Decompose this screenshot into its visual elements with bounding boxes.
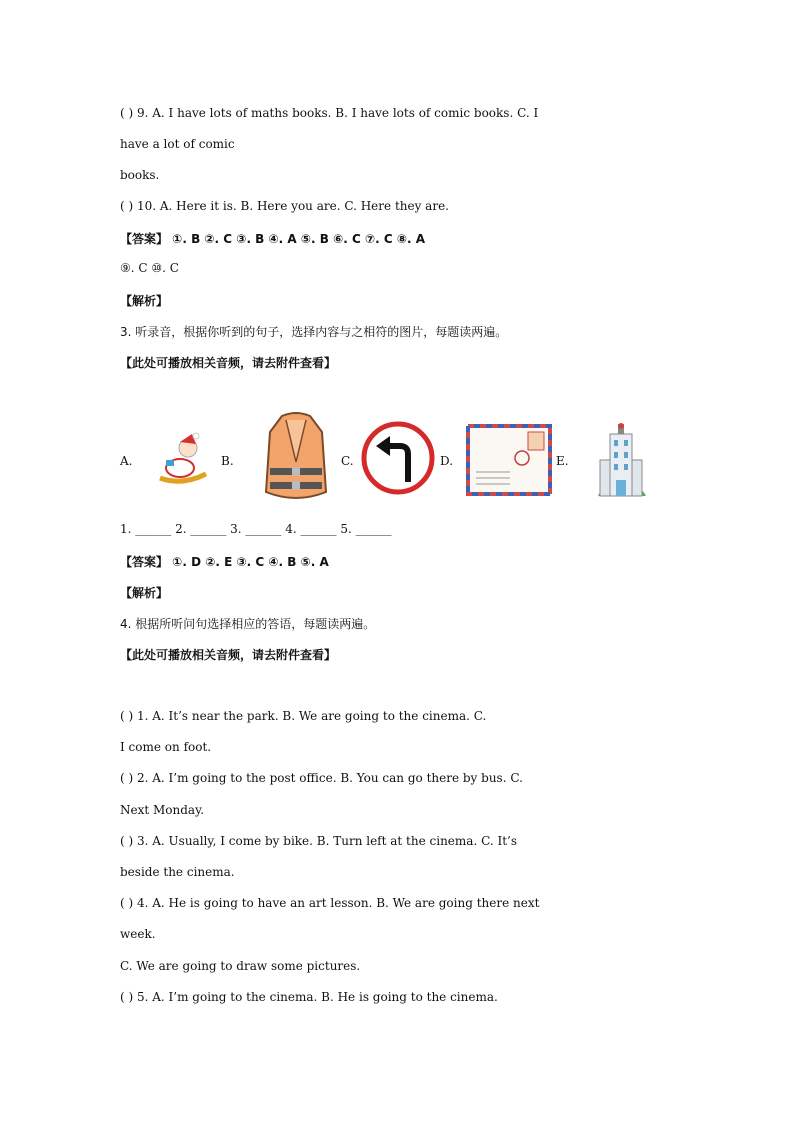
turn-left-sign-icon bbox=[360, 420, 436, 496]
q1-line2: I come on foot. bbox=[120, 740, 212, 754]
office-building-icon bbox=[594, 420, 648, 498]
picture-label-e: E. bbox=[556, 454, 569, 468]
q1-line1: ( ) 1. A. It’s near the park. B. We are going to the cinema. C. bbox=[120, 709, 487, 723]
q5-line1: ( ) 5. A. I’m going to the cinema. B. He is going to the cinema. bbox=[120, 990, 498, 1004]
q9-line3: books. bbox=[120, 168, 160, 182]
section4-title: 4. 根据所听问句选择相应的答语，每题读两遍。 bbox=[120, 617, 376, 631]
analysis-label-2: 【解析】 bbox=[120, 294, 169, 308]
section3-title: 3. 听录音，根据你听到的句子，选择内容与之相符的图片，每题读两遍。 bbox=[120, 325, 508, 339]
q10-line: ( ) 10. A. Here it is. B. Here you are. C. Here they are. bbox=[120, 199, 449, 213]
picture-label-b: B. bbox=[221, 454, 234, 468]
q3-line2: beside the cinema. bbox=[120, 865, 235, 879]
q3-line1: ( ) 3. A. Usually, I come by bike. B. Turn left at the cinema. C. It’s bbox=[120, 834, 517, 848]
q9-line2: have a lot of comic bbox=[120, 137, 235, 151]
q2-line2: Next Monday. bbox=[120, 803, 205, 817]
q2-line1: ( ) 2. A. I’m going to the post office. B. You can go there by bus. C. bbox=[120, 771, 523, 785]
section3-audio-note: 【此处可播放相关音频，请去附件查看】 bbox=[120, 356, 337, 370]
analysis-label-3: 【解析】 bbox=[120, 586, 169, 600]
picture-label-a: A. bbox=[120, 454, 133, 468]
q4-line2: week. bbox=[120, 927, 156, 941]
sledding-santa-icon bbox=[152, 430, 212, 490]
picture-label-d: D. bbox=[440, 454, 454, 468]
q4-line1: ( ) 4. A. He is going to have an art lesson. B. We are going there next bbox=[120, 896, 540, 910]
answer-line-2b: ⑨. C ⑩. C bbox=[120, 261, 179, 275]
q9-line1: ( ) 9. A. I have lots of maths books. B. I have lots of comic books. C. I bbox=[120, 106, 539, 120]
airmail-envelope-icon bbox=[466, 424, 552, 496]
section4-audio-note: 【此处可播放相关音频，请去附件查看】 bbox=[120, 648, 337, 662]
life-jacket-icon bbox=[262, 412, 330, 504]
picture-label-c: C. bbox=[341, 454, 354, 468]
answer-line-3: 【答案】 ①. D ②. E ③. C ④. B ⑤. A bbox=[120, 555, 329, 569]
answer-line-2a: 【答案】 ①. B ②. C ③. B ④. A ⑤. B ⑥. C ⑦. C ⑧. A bbox=[120, 232, 426, 246]
section3-blanks: 1. ______ 2. ______ 3. ______ 4. ______ 5. ______ bbox=[120, 522, 392, 536]
q4-line3: C. We are going to draw some pictures. bbox=[120, 959, 361, 973]
